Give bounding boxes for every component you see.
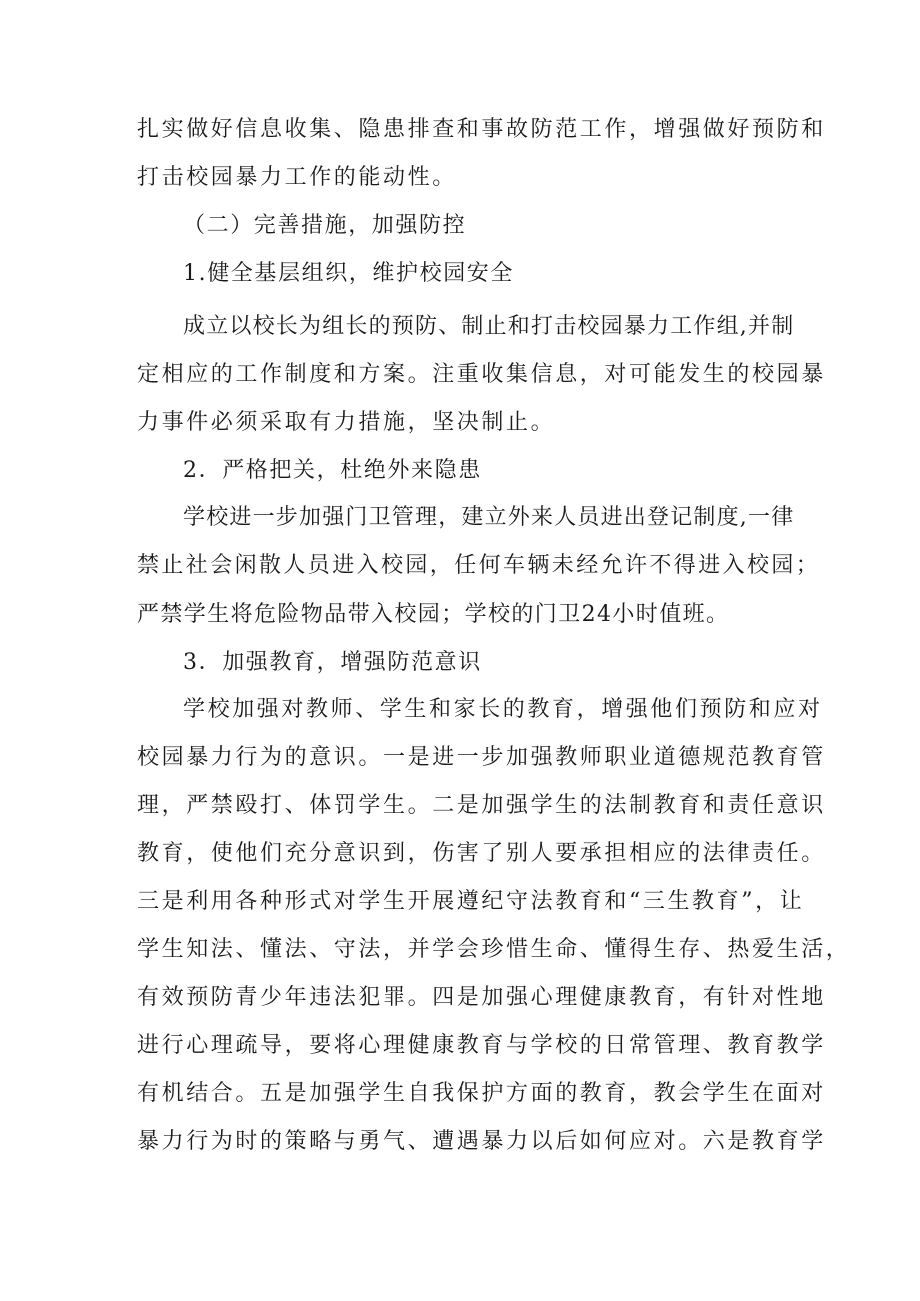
paragraph-line: 进行心理疏导，要将心理健康教育与学校的日常管理、教育教学: [137, 1033, 826, 1058]
paragraph-line: 校园暴力行为的意识。一是进一步加强教师职业道德规范教育管: [137, 745, 826, 770]
paragraph-line: 理，严禁殴打、体罚学生。二是加强学生的法制教育和责任意识: [137, 793, 826, 818]
paragraph-line: 严禁学生将危险物品带入校园；学校的门卫24小时值班。: [137, 602, 730, 627]
paragraph-line: 有机结合。五是加强学生自我保护方面的教育，教会学生在面对: [137, 1081, 826, 1106]
subsection-heading: 3．加强教育，增强防范意识: [183, 650, 482, 675]
paragraph-line: 有效预防青少年违法犯罪。四是加强心理健康教育，有针对性地: [137, 985, 826, 1010]
subsection-heading: 2．严格把关，杜绝外来隐患: [183, 458, 482, 483]
paragraph-line: 暴力行为时的策略与勇气、遭遇暴力以后如何应对。六是教育学: [137, 1129, 826, 1154]
paragraph-line: 学校进一步加强门卫管理，建立外来人员进出登记制度,一律: [183, 505, 795, 530]
paragraph-line: 成立以校长为组长的预防、制止和打击校园暴力工作组,并制: [183, 314, 795, 339]
paragraph-line: 打击校园暴力工作的能动性。: [137, 165, 457, 190]
paragraph-line: 学校加强对教师、学生和家长的教育，增强他们预防和应对: [183, 697, 823, 722]
subsection-heading: 1.健全基层组织，维护校园安全: [183, 261, 514, 286]
paragraph-line: 三是利用各种形式对学生开展遵纪守法教育和“三生教育”，让: [137, 889, 805, 914]
paragraph-line: 扎实做好信息收集、隐患排查和事故防范工作，增强做好预防和: [137, 117, 826, 142]
section-heading: （二）完善措施，加强防控: [183, 213, 467, 238]
paragraph-line: 学生知法、懂法、守法，并学会珍惜生命、懂得生存、热爱生活，: [137, 937, 851, 962]
paragraph-line: 禁止社会闲散人员进入校园，任何车辆未经允许不得进入校园；: [137, 553, 821, 578]
paragraph-line: 力事件必须采取有力措施，坚决制止。: [137, 410, 556, 435]
paragraph-line: 定相应的工作制度和方案。注重收集信息，对可能发生的校园暴: [137, 362, 826, 387]
paragraph-line: 教育，使他们充分意识到，伤害了别人要承担相应的法律责任。: [137, 841, 826, 866]
